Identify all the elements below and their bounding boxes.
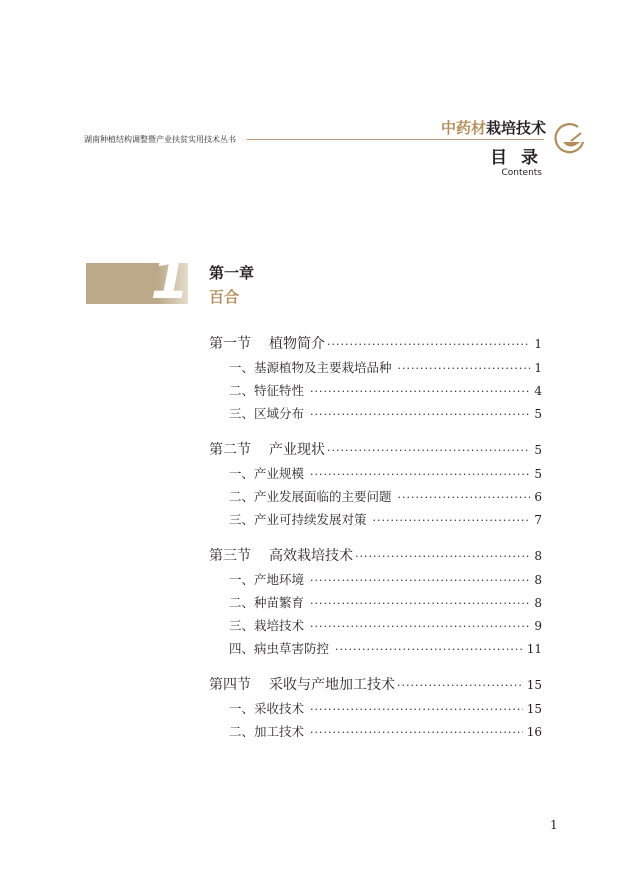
section-number: 第一节	[209, 336, 251, 352]
toc-subtitle: Contents	[501, 168, 542, 178]
section-title: 植物简介	[269, 336, 325, 352]
page-ref: 8	[534, 596, 542, 610]
dot-leader	[310, 463, 530, 486]
entry-title: 一、产地环境	[229, 572, 305, 587]
dot-leader	[398, 486, 530, 509]
dot-leader	[310, 569, 530, 592]
page-ref: 8	[534, 549, 542, 563]
chapter-number: 1	[150, 247, 190, 312]
section-title: 产业现状	[269, 442, 325, 458]
dot-leader	[310, 698, 523, 721]
page-ref: 5	[534, 407, 542, 421]
toc-section-heading[interactable]	[209, 333, 542, 356]
entry-title: 二、特征特性	[229, 383, 305, 398]
toc-section-heading[interactable]	[209, 439, 542, 462]
page-ref: 16	[526, 725, 542, 739]
section-title: 高效栽培技术	[269, 548, 353, 564]
toc-section	[209, 439, 542, 531]
toc-entry[interactable]	[209, 568, 542, 591]
entry-title: 二、产业发展面临的主要问题	[229, 489, 392, 504]
toc-entry[interactable]	[209, 614, 542, 637]
page-number: 1	[550, 818, 558, 832]
series-title: 湖南种植结构调整暨产业扶贫实用技术丛书	[84, 135, 236, 144]
page-ref: 8	[534, 573, 542, 587]
page-ref: 15	[526, 678, 542, 692]
page-ref: 1	[534, 361, 542, 375]
mortar-logo-icon	[550, 120, 586, 156]
toc-entry[interactable]	[209, 697, 542, 720]
page-ref: 1	[534, 337, 542, 351]
dot-leader	[310, 380, 530, 403]
page-ref: 4	[534, 384, 542, 398]
section-title: 采收与产地加工技术	[269, 677, 395, 693]
toc-title: 目 录	[490, 148, 542, 168]
entry-title: 三、栽培技术	[229, 618, 305, 633]
section-number: 第二节	[209, 442, 251, 458]
toc-section	[209, 333, 542, 425]
entry-title: 一、产业规模	[229, 466, 305, 481]
toc-entry[interactable]	[209, 485, 542, 508]
dot-leader	[397, 674, 523, 697]
dot-leader	[310, 403, 530, 426]
toc-entry[interactable]	[209, 637, 542, 660]
toc-entry[interactable]	[209, 591, 542, 614]
entry-title: 三、区域分布	[229, 406, 305, 421]
dot-leader	[327, 439, 530, 462]
page-ref: 7	[534, 513, 542, 527]
dot-leader	[310, 592, 530, 615]
toc-section	[209, 545, 542, 660]
toc-entry[interactable]	[209, 402, 542, 425]
section-number: 第三节	[209, 548, 251, 564]
dot-leader	[373, 509, 530, 532]
toc-section-heading[interactable]	[209, 674, 542, 697]
toc-entry[interactable]	[209, 379, 542, 402]
page-ref: 9	[534, 619, 542, 633]
dot-leader	[310, 721, 523, 744]
toc-entry[interactable]	[209, 720, 542, 743]
toc-section-heading[interactable]	[209, 545, 542, 568]
entry-title: 四、病虫草害防控	[229, 641, 330, 656]
chapter-name: 百合	[209, 288, 240, 306]
book-title-main: 栽培技术	[486, 119, 547, 137]
dot-leader	[355, 545, 530, 568]
toc-section	[209, 674, 542, 743]
dot-leader	[310, 615, 530, 638]
toc-entry[interactable]	[209, 356, 542, 379]
page-ref: 11	[526, 642, 542, 656]
toc-entry[interactable]	[209, 462, 542, 485]
entry-title: 一、采收技术	[229, 701, 305, 716]
book-title-accent: 中药材	[441, 119, 487, 137]
header-rule	[247, 139, 544, 140]
page-ref: 15	[526, 702, 542, 716]
book-title	[441, 119, 546, 137]
entry-title: 三、产业可持续发展对策	[229, 512, 367, 527]
page-ref: 5	[534, 443, 542, 457]
dot-leader	[335, 638, 523, 661]
entry-title: 一、基源植物及主要栽培品种	[229, 360, 392, 375]
entry-title: 二、种苗繁育	[229, 595, 305, 610]
entry-title: 二、加工技术	[229, 724, 305, 739]
dot-leader	[398, 357, 530, 380]
page-ref: 6	[534, 490, 542, 504]
toc-entry[interactable]	[209, 508, 542, 531]
section-number: 第四节	[209, 677, 251, 693]
toc-list	[209, 333, 542, 757]
chapter-label: 第一章	[209, 264, 255, 282]
page-ref: 5	[534, 467, 542, 481]
dot-leader	[327, 333, 530, 356]
